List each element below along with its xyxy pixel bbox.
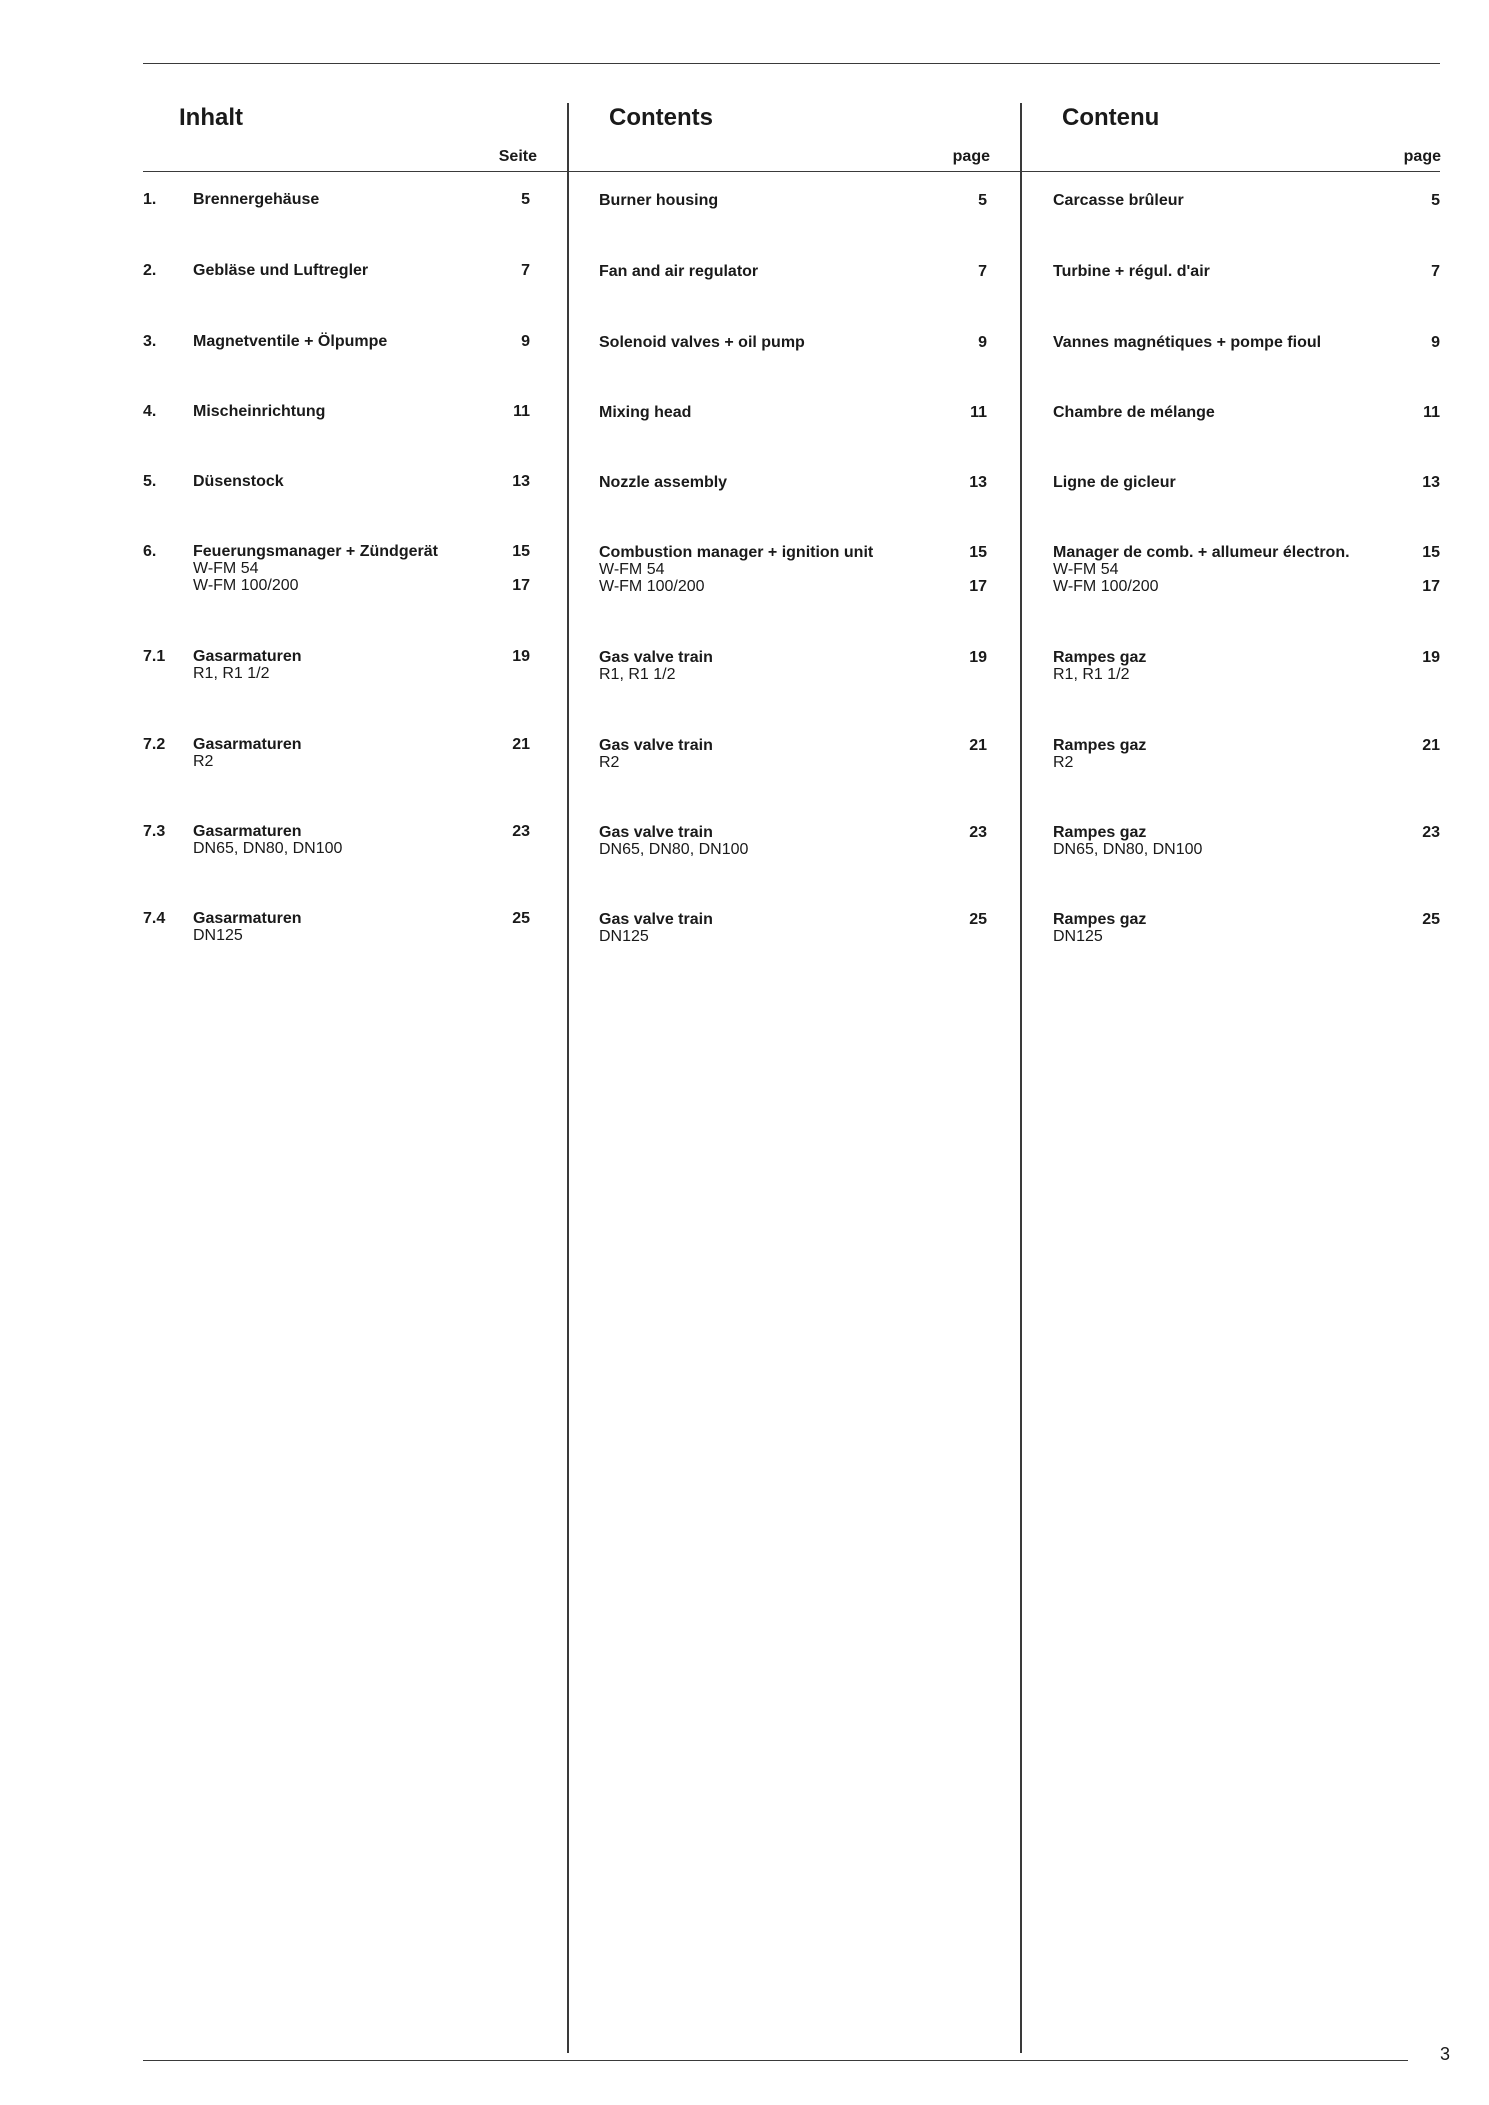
toc-entry-fr[interactable]: [1053, 824, 1202, 858]
toc-entry-fr[interactable]: [1053, 404, 1215, 421]
toc-entry-en[interactable]: [599, 192, 718, 209]
entry-subtitle: W-FM 54: [1053, 561, 1119, 578]
entry-subtitle: W-FM 100/200: [1053, 578, 1159, 595]
section-number: 1.: [143, 191, 157, 208]
toc-entry-en[interactable]: [599, 649, 713, 683]
entry-title: Gas valve train: [599, 911, 713, 928]
entry-subtitle: R2: [599, 754, 620, 771]
entry-title: Mixing head: [599, 404, 692, 421]
page-number: 23: [512, 823, 530, 840]
toc-entry-en[interactable]: [599, 544, 873, 595]
entry-title: Brennergehäuse: [193, 191, 320, 208]
entry-title: Carcasse brûleur: [1053, 192, 1184, 209]
page-number: 25: [969, 911, 987, 928]
page-label-fr: page: [1403, 148, 1441, 165]
entry-title: Burner housing: [599, 192, 719, 209]
toc-entry-en[interactable]: [599, 824, 748, 858]
entry-title: Gasarmaturen: [193, 736, 302, 753]
toc-entry-de[interactable]: [193, 473, 284, 490]
entry-subtitle: R1, R1 1/2: [599, 666, 676, 683]
page-number: 21: [969, 737, 987, 754]
entry-title: Gas valve train: [599, 737, 713, 754]
page-number: 17: [512, 577, 530, 594]
page-number: 21: [1422, 737, 1440, 754]
entry-subtitle: W-FM 100/200: [193, 577, 299, 594]
section-number: 2.: [143, 262, 157, 279]
toc-entry-en[interactable]: [599, 474, 727, 491]
page-number: 15: [969, 544, 987, 561]
entry-title: Turbine + régul. d'air: [1053, 263, 1210, 280]
entry-title: Combustion manager + ignition unit: [599, 544, 874, 561]
entry-title: Düsenstock: [193, 473, 284, 490]
page-number: 11: [970, 404, 987, 421]
entry-subtitle: R1, R1 1/2: [1053, 666, 1130, 683]
page-number: 7: [521, 262, 530, 279]
top-rule: [143, 63, 1440, 64]
entry-title: Gebläse und Luftregler: [193, 262, 369, 279]
toc-entry-en[interactable]: [599, 263, 758, 280]
section-number: 5.: [143, 473, 157, 490]
page-number: 11: [1423, 404, 1440, 421]
toc-entry-fr[interactable]: [1053, 192, 1184, 209]
entry-title: Gas valve train: [599, 824, 713, 841]
toc-entry-de[interactable]: [193, 191, 319, 208]
toc-entry-de[interactable]: [193, 262, 368, 279]
page-number: 23: [1422, 824, 1440, 841]
page-number: 17: [1422, 578, 1440, 595]
entry-title: Nozzle assembly: [599, 474, 728, 491]
entry-title: Manager de comb. + allumeur électron.: [1053, 544, 1350, 561]
column-title-fr: Contenu: [1062, 104, 1160, 131]
toc-entry-de[interactable]: [193, 910, 302, 944]
entry-title: Rampes gaz: [1053, 649, 1147, 666]
section-number: 7.2: [143, 736, 166, 753]
entry-subtitle: W-FM 54: [599, 561, 665, 578]
page-number: 13: [969, 474, 987, 491]
entry-title: Vannes magnétiques + pompe fioul: [1053, 334, 1322, 351]
column-title-de: Inhalt: [179, 104, 243, 131]
entry-title: Feuerungsmanager + Zündgerät: [193, 543, 438, 560]
toc-entry-fr[interactable]: [1053, 334, 1321, 351]
toc-entry-de[interactable]: [193, 333, 387, 350]
section-number: 3.: [143, 333, 157, 350]
page-number: 25: [1422, 911, 1440, 928]
toc-entry-en[interactable]: [599, 334, 805, 351]
entry-title: Rampes gaz: [1053, 824, 1147, 841]
section-number: 7.3: [143, 823, 166, 840]
entry-title: Fan and air regulator: [599, 263, 759, 280]
page-number: 9: [521, 333, 530, 350]
page-number: 13: [1422, 474, 1440, 491]
column-divider: [1020, 103, 1022, 2053]
toc-entry-de[interactable]: [193, 403, 325, 420]
page-number: 21: [512, 736, 530, 753]
entry-title: Gasarmaturen: [193, 648, 302, 665]
page-number: 7: [978, 263, 987, 280]
page-number: 7: [1431, 263, 1440, 280]
entry-title: Rampes gaz: [1053, 911, 1147, 928]
page-number: 9: [1431, 334, 1440, 351]
section-number: 7.1: [143, 648, 166, 665]
entry-subtitle: W-FM 100/200: [599, 578, 705, 595]
entry-subtitle: DN65, DN80, DN100: [193, 840, 343, 857]
page-number: 19: [969, 649, 987, 666]
toc-entry-fr[interactable]: [1053, 737, 1146, 771]
toc-entry-en[interactable]: [599, 737, 713, 771]
page-number: 23: [969, 824, 987, 841]
toc-entry-de[interactable]: [193, 648, 302, 682]
page-number: 19: [512, 648, 530, 665]
page-number: 11: [513, 403, 530, 420]
toc-entry-fr[interactable]: [1053, 544, 1350, 595]
entry-title: Ligne de gicleur: [1053, 474, 1176, 491]
entry-title: Solenoid valves + oil pump: [599, 334, 805, 351]
entry-subtitle: W-FM 54: [193, 560, 259, 577]
column-divider: [567, 103, 569, 2053]
entry-title: Magnetventile + Ölpumpe: [193, 333, 388, 350]
toc-entry-en[interactable]: [599, 911, 713, 945]
entry-subtitle: R1, R1 1/2: [193, 665, 270, 682]
entry-title: Mischeinrichtung: [193, 403, 326, 420]
toc-entry-de[interactable]: [193, 823, 342, 857]
entry-subtitle: DN125: [193, 927, 243, 944]
toc-entry-fr[interactable]: [1053, 263, 1210, 280]
page-number: 17: [969, 578, 987, 595]
page-number: 5: [521, 191, 530, 208]
bottom-rule: [143, 2060, 1408, 2061]
header-rule: [143, 171, 1440, 172]
entry-title: Rampes gaz: [1053, 737, 1147, 754]
section-number: 7.4: [143, 910, 166, 927]
page-number: 13: [512, 473, 530, 490]
page-label-en: page: [952, 148, 990, 165]
toc-entry-de[interactable]: [193, 543, 438, 594]
entry-title: Chambre de mélange: [1053, 404, 1215, 421]
page-number: 15: [512, 543, 530, 560]
entry-subtitle: DN125: [1053, 928, 1103, 945]
toc-entry-en[interactable]: [599, 404, 691, 421]
entry-title: Gasarmaturen: [193, 910, 302, 927]
toc-entry-fr[interactable]: [1053, 474, 1176, 491]
toc-entry-de[interactable]: [193, 736, 302, 770]
page-number: 5: [1431, 192, 1440, 209]
page-number: 19: [1422, 649, 1440, 666]
entry-title: Gasarmaturen: [193, 823, 302, 840]
entry-subtitle: R2: [1053, 754, 1074, 771]
toc-entry-fr[interactable]: [1053, 911, 1146, 945]
entry-subtitle: R2: [193, 753, 214, 770]
entry-subtitle: DN65, DN80, DN100: [1053, 841, 1203, 858]
page-number: 25: [512, 910, 530, 927]
column-title-en: Contents: [609, 104, 713, 131]
page-number: 5: [978, 192, 987, 209]
page-number: 9: [978, 334, 987, 351]
entry-subtitle: DN65, DN80, DN100: [599, 841, 749, 858]
page-folio: 3: [1439, 2044, 1450, 2064]
toc-entry-fr[interactable]: [1053, 649, 1146, 683]
page-number: 15: [1422, 544, 1440, 561]
entry-title: Gas valve train: [599, 649, 713, 666]
page-label-de: Seite: [498, 148, 537, 165]
entry-subtitle: DN125: [599, 928, 649, 945]
section-number: 4.: [143, 403, 157, 420]
section-number: 6.: [143, 543, 157, 560]
